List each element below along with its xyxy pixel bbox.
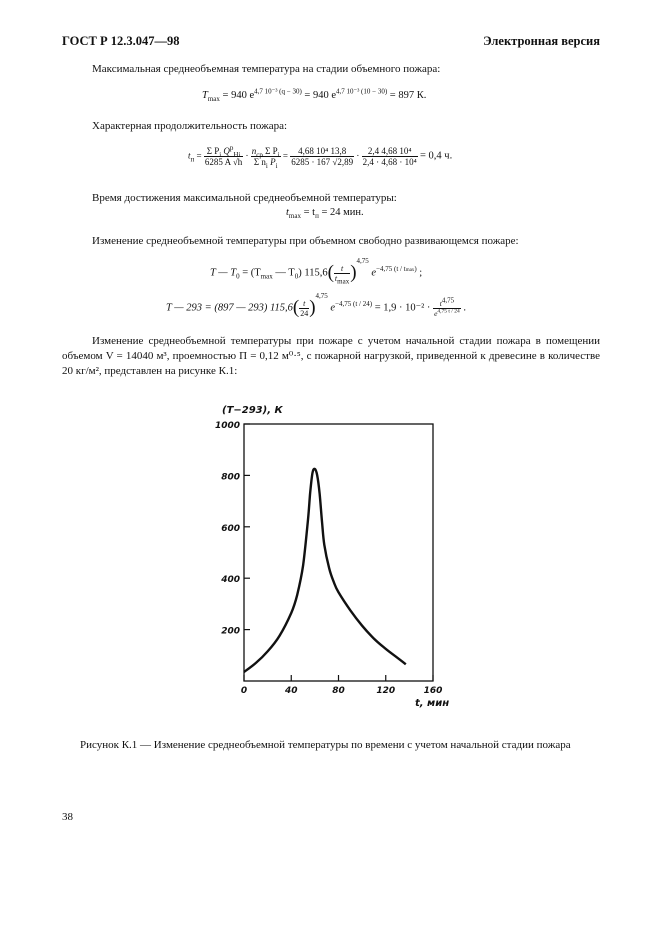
frac-den: 2,4 · 4,68 · 10⁴ <box>362 157 417 167</box>
frac-num: t <box>303 298 306 308</box>
frac-den: t <box>334 273 338 283</box>
frac-sub: H <box>233 150 239 159</box>
formula-part: = 940 e <box>222 90 255 101</box>
frac-num: 4,68 10⁴ 13,8 <box>290 146 354 157</box>
formula-subscript: max <box>288 212 301 221</box>
paragraph-figure-intro: Изменение среднеобъемной температуры при пожаре с учетом начальной стадии пожара в помещении объемом V = 14040 м³, проемностью П = 0,12 м⁰·⁵, с пожарной нагрузкой, приведенной к древесине в количестве 20 кг/м², представлен на рисунке К.1: <box>62 335 600 377</box>
formula-end: ; <box>419 267 423 279</box>
formula-part: = (T <box>242 267 261 279</box>
formula-exponent: ) <box>414 264 417 273</box>
x-tick-label: 120 <box>376 686 396 696</box>
frac-sub: i <box>238 150 241 159</box>
formula-specific: T — 293 = (897 — 293) 115,6( $\frac{t}{24}$ )$^{4,75}$ $e^{-4,75 (t / 24)} = 1,9 \cdot 10^{-2}$ · $\frac{t^{4,75}}{e^{4,75 t / 24}}$ . <box>166 291 466 318</box>
frac-q: Q <box>223 146 230 156</box>
frac-num: Σ P <box>265 146 278 156</box>
paragraph-max-temp: Максимальная среднеобъемная температура на стадии объемного пожара: <box>92 63 441 75</box>
formula-e: e <box>371 267 377 279</box>
frac-sub: max <box>337 277 350 286</box>
formula-subscript: 0 <box>236 272 240 281</box>
frac-sup: p <box>229 144 234 152</box>
frac-num: 2,4 4,68 10⁴ <box>362 146 418 157</box>
frac-sub: i <box>275 161 278 170</box>
y-tick-label: 600 <box>221 523 240 534</box>
y-tick-label: 1000 <box>214 421 240 431</box>
y-tick-label: 200 <box>221 626 240 637</box>
formula-result: = 897 К. <box>389 90 427 101</box>
formula-exponent: −4,75 (t / t <box>376 264 406 273</box>
frac-den: Σ n <box>253 157 266 167</box>
plot-frame <box>244 424 433 681</box>
frac-sup: 4,75 <box>441 296 455 304</box>
formula-end: . <box>463 302 466 314</box>
formula-power: 4,75 <box>315 291 328 300</box>
frac-sup: 4,75 t / 24 <box>437 308 460 314</box>
formula-symbol: t <box>286 207 289 218</box>
formula-part: = 1,9 · 10⁻² · <box>374 302 431 314</box>
y-axis-label: (T−293), К <box>222 405 283 416</box>
x-axis-label: t, мин <box>415 698 450 709</box>
x-tick-label: 0 <box>240 686 248 696</box>
formula-result: = 0,4 ч. <box>420 150 453 162</box>
y-tick-label: 800 <box>221 472 240 483</box>
header-version: Электронная версия <box>483 34 600 48</box>
formula-subscript: max <box>207 95 220 104</box>
x-tick-label: 40 <box>284 686 298 696</box>
formula-subscript: п <box>190 155 195 164</box>
paragraph-time-to-max: Время достижения максимальной среднеобъемной температуры: <box>92 192 397 204</box>
formula-subscript: 0 <box>294 272 299 281</box>
paragraph-free-fire: Изменение среднеобъемной температуры при объемном свободно развивающемся пожаре: <box>92 235 519 247</box>
frac-sub: i <box>219 150 222 159</box>
paragraph-duration: Характерная продолжительность пожара: <box>92 120 288 132</box>
formula-exponent: 4,7 10⁻³ (10 − 30) <box>336 87 388 96</box>
frac-num: t <box>340 263 344 273</box>
formula-duration: $t_п$ = $\frac{\Sigma P_i Q^p_{Hi}}{6285 A √h}$ · $\frac{n_{cp} \Sigma P_i}{\Sigma n_i P_i}$ = $\frac{\text{4,68 10⁴ 13,8}}{6285 \cdot 167 √2,89}$ · $\frac{\text{2,4 4,68 10⁴}}{\text{2,4 · 4,68 · 10⁴}}$ = 0,4 ч. <box>188 144 453 170</box>
header-doc-code: ГОСТ Р 12.3.047—98 <box>62 34 180 48</box>
formula-symbol: t <box>188 150 191 161</box>
formula-exponent: −4,75 (t / 24) <box>335 299 373 308</box>
frac-num: t <box>439 298 442 308</box>
x-tick-label: 80 <box>332 686 345 696</box>
formula-exponent: 4,7 10⁻³ (q − 30) <box>254 87 302 96</box>
frac-num: Σ P <box>206 146 220 156</box>
frac-den: 6285 · 167 √2,89 <box>291 157 354 167</box>
frac-num: n <box>251 146 257 156</box>
page-number: 38 <box>62 811 73 823</box>
frac-den: e <box>434 308 438 318</box>
formula-part: = 940 e <box>304 90 336 101</box>
frac-sub: i <box>277 150 280 159</box>
frac-den: P <box>270 157 276 167</box>
y-axis-ticks <box>215 421 250 637</box>
formula-part: = t <box>303 207 316 218</box>
figure-caption: Рисунок К.1 — Изменение среднеобъемной температуры по времени с учетом начальной стадии пожара <box>80 739 571 751</box>
frac-sub: cp <box>256 150 263 159</box>
series-line <box>244 469 406 672</box>
formula-subscript: max <box>260 272 273 281</box>
formula-e: e <box>330 302 336 314</box>
formula-part: T — 293 = (897 — 293) 115,6 <box>166 302 293 314</box>
y-tick-label: 400 <box>221 575 240 586</box>
formula-subscript: п <box>315 212 319 221</box>
x-tick-label: 160 <box>423 686 443 696</box>
frac-den: 6285 A √h <box>204 157 243 167</box>
formula-part: ) 115,6 <box>298 267 328 279</box>
formula-part: — T <box>275 267 295 279</box>
formula-symbol: T <box>202 90 208 101</box>
x-axis-ticks <box>241 675 443 696</box>
formula-exponent-sub: max <box>405 267 415 273</box>
formula-part: T — T <box>210 267 237 279</box>
formula-power: 4,75 <box>356 256 369 265</box>
frac-den: 24 <box>300 308 309 318</box>
frac-sub: i <box>265 161 268 170</box>
formula-general: T — $T_0 = (T_{max}$ — $T_0$) 115,6( $\frac{t}{t_{max}}$ )$^{4,75}$ $e^{-4,75 (t / tmax)}$ ; <box>210 256 423 286</box>
formula-result: = 24 мин. <box>321 207 364 218</box>
